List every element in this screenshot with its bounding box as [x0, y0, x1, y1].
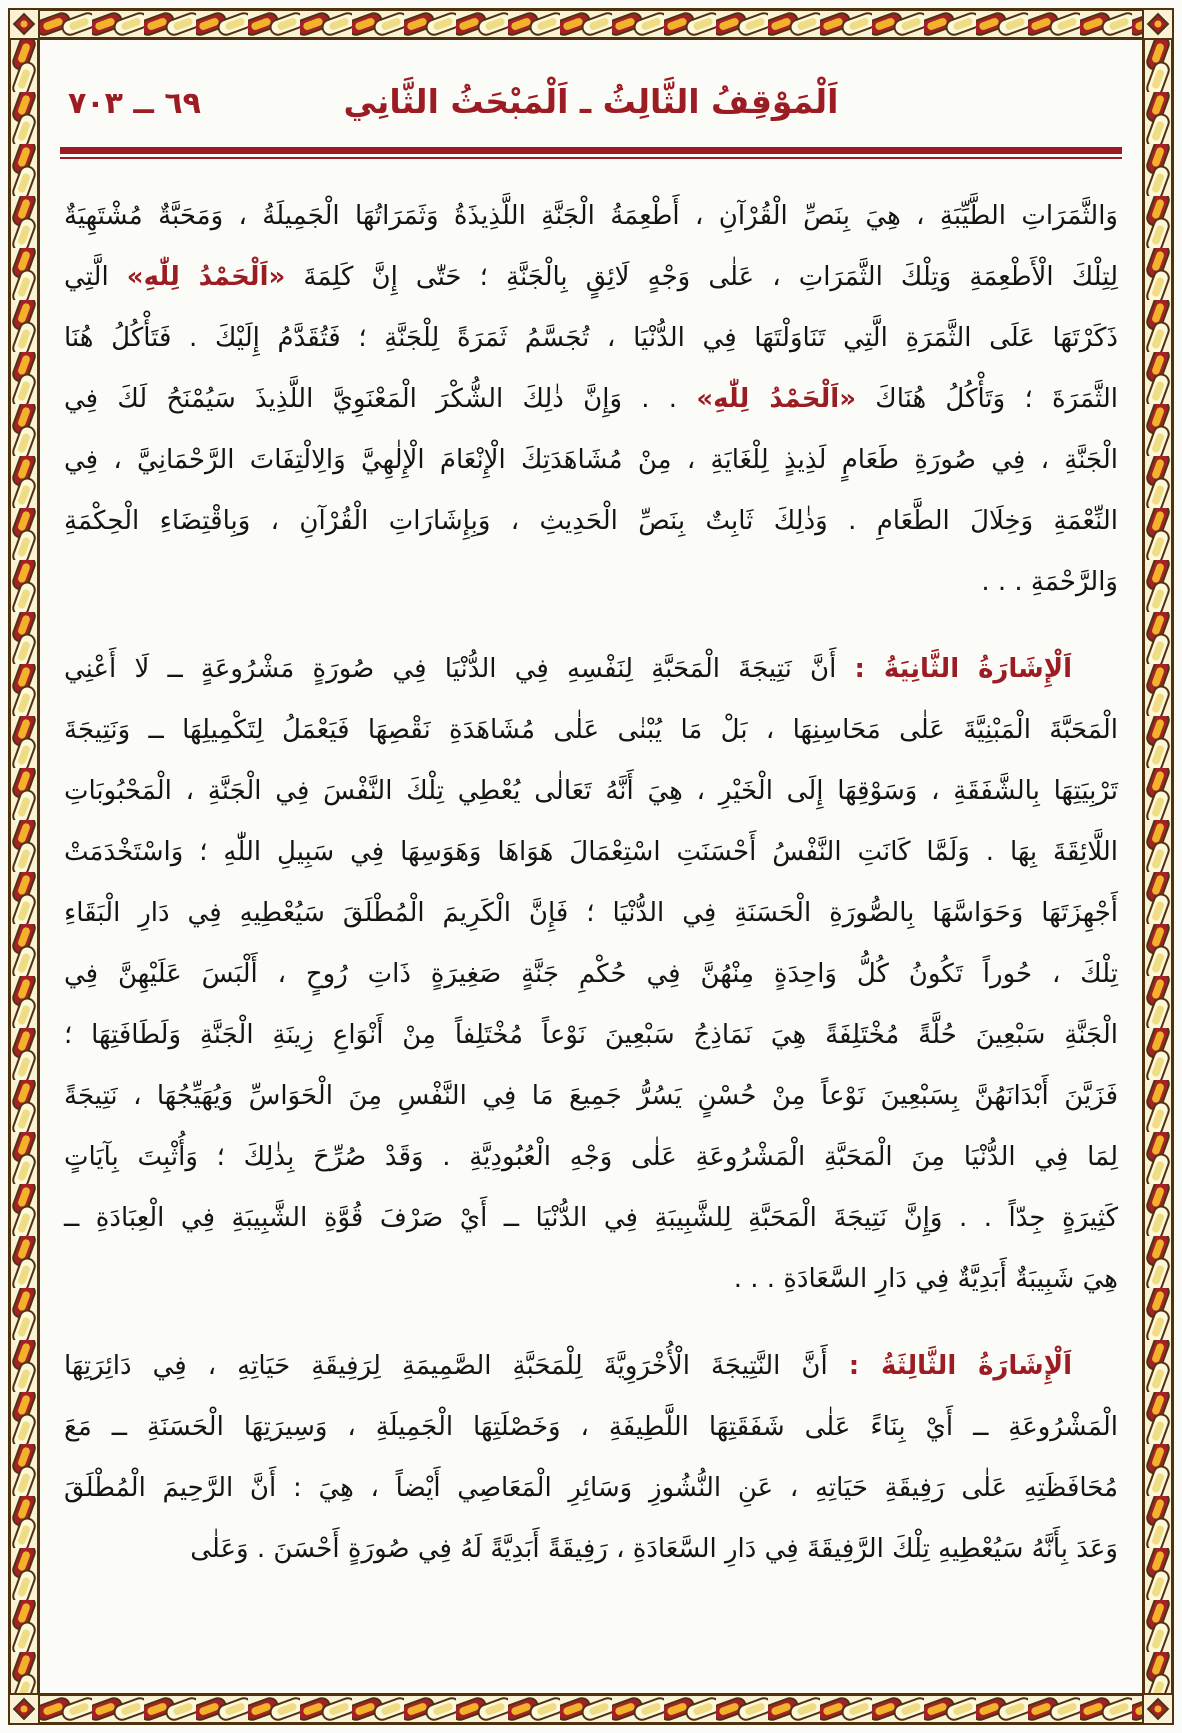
- page-header: [64, 68, 1118, 164]
- header-double-rule: [60, 147, 1122, 160]
- body-text-segment: تَرْبِيَتِهَا بِالشَّفَقَةِ ، وَسَوْقِهَا إِلَى الْخَيْرِ ، هِيَ أَنَّهُ تَعَالٰى يُعْطِي تِلْكَ النَّفْسَ فِي الْجَنَّةِ ، الْمَحْبُوبَاتِ: [64, 776, 1118, 806]
- accent-phrase: اَلْإِشَارَةُ الثَّالِثَةُ :: [848, 1351, 1072, 1381]
- page-content: [64, 68, 1118, 1677]
- text-line: [64, 944, 1118, 1005]
- paragraph-third-indication: [64, 1336, 1118, 1580]
- page-title: اَلْمَوْقِفُ الثَّالِثُ ـ اَلْمَبْحَثُ الثَّانِي: [343, 82, 839, 121]
- body-text-segment: النِّعْمَةِ وَخِلَالَ الطَّعَامِ . وَذٰلِكَ ثَابِتٌ بِنَصِّ الْحَدِيثِ ، وَبِإِشَارَاتِ الْقُرْآنِ ، وَبِاقْتِضَاءِ الْحِكْمَةِ: [64, 506, 1118, 536]
- body-text-segment: الَّتِي: [64, 262, 127, 292]
- text-line: [64, 186, 1118, 247]
- body-text-segment: اللَّائِقَةَ بِهَا . وَلَمَّا كَانَتِ النَّفْسُ أَحْسَنَتِ اسْتِعْمَالَ هَوَاهَا وَهَوَسِهَا فِي سَبِيلِ اللّٰهِ ؛ وَاسْتَخْدَمَتْ: [64, 837, 1118, 867]
- text-line: [64, 1397, 1118, 1458]
- body-text-segment: تِلْكَ ، حُوراً تَكُونُ كُلُّ وَاحِدَةٍ مِنْهُنَّ فِي حُكْمِ جَنَّةٍ صَغِيرَةٍ ذَاتِ رُوحٍ ، أَلْبَسَ عَلَيْهِنَّ فِي: [64, 959, 1118, 989]
- body-text-segment: أَنَّ نَتِيجَةَ الْمَحَبَّةِ لِنَفْسِهِ فِي الدُّنْيَا فِي صُورَةٍ مَشْرُوعَةٍ ــ لَا أَعْنِي: [64, 654, 855, 684]
- text-line: [64, 369, 1118, 430]
- rule-thick-line: [60, 147, 1122, 154]
- text-line: [64, 552, 1118, 613]
- text-line: [64, 1188, 1118, 1249]
- text-line: [64, 1249, 1118, 1310]
- body-text-segment: الْمَشْرُوعَةِ ــ أَيْ بِنَاءً عَلٰى شَفَقَتِهَا اللَّطِيفَةِ ، وَخَصْلَتِهَا الْجَمِيلَةِ ، وَسِيرَتِهَا الْحَسَنَةِ ــ مَعَ: [64, 1412, 1118, 1442]
- text-line: [64, 1066, 1118, 1127]
- text-line: [64, 430, 1118, 491]
- body-text-segment: الْمَحَبَّةَ الْمَبْنِيَّةَ عَلٰى مَحَاسِنِهَا ، بَلْ مَا يُبْنٰى عَلٰى مُشَاهَدَةِ نَقْصِهَا فَيَعْمَلُ لِتَكْمِيلِهَا ــ وَنَتِيجَةَ: [64, 715, 1118, 745]
- text-body: [64, 186, 1118, 1580]
- text-line: [64, 1519, 1118, 1580]
- text-line: [64, 1127, 1118, 1188]
- text-line: [64, 822, 1118, 883]
- text-line: [64, 308, 1118, 369]
- border-corner-top-right: [1142, 8, 1174, 40]
- body-text-segment: . . وَإِنَّ ذٰلِكَ الشُّكْرَ الْمَعْنَوِيَّ اللَّذِيذَ سَيُمْنَحُ لَكَ فِي: [64, 384, 697, 414]
- body-text-segment: الْجَنَّةِ سَبْعِينَ حُلَّةً مُخْتَلِفَةً هِيَ نَمَاذِجُ سَبْعِينَ نَوْعاً مُخْتَلِفاً مِنْ أَنْوَاعِ زِينَةِ الْجَنَّةِ وَلَطَافَتِهَا ؛: [64, 1020, 1118, 1050]
- body-text-segment: الْجَنَّةِ ، فِي صُورَةِ طَعَامٍ لَذِيذٍ لِلْغَايَةِ ، مِنْ مُشَاهَدَتِكَ الْإِنْعَامَ الْإِلٰهِيَّ وَالِالْتِفَاتَ الرَّحْمَانِيَّ ، فِي: [64, 445, 1118, 475]
- body-text-segment: كَثِيرَةٍ جِدّاً . . وَإِنَّ نَتِيجَةَ الْمَحَبَّةِ لِلشَّبِيبَةِ فِي الدُّنْيَا ــ أَيْ صَرْفَ قُوَّةِ الشَّبِيبَةِ فِي الْعِبَادَةِ ــ: [64, 1203, 1118, 1233]
- text-line: [64, 639, 1118, 700]
- text-line: [64, 1005, 1118, 1066]
- ornamental-border-top: [40, 8, 1142, 40]
- paragraph-continuation: [64, 186, 1118, 613]
- accent-phrase: اَلْإِشَارَةُ الثَّانِيَةُ :: [854, 654, 1072, 684]
- border-corner-bottom-right: [1142, 1693, 1174, 1725]
- text-line: [64, 700, 1118, 761]
- accent-phrase: «اَلْحَمْدُ لِلّٰهِ»: [126, 262, 286, 292]
- ornamental-border-bottom: [40, 1693, 1142, 1725]
- accent-phrase: «اَلْحَمْدُ لِلّٰهِ»: [696, 384, 856, 414]
- body-text-segment: هِيَ شَبِيبَةٌ أَبَدِيَّةٌ فِي دَارِ السَّعَادَةِ . . .: [733, 1264, 1118, 1294]
- body-text-segment: أَنَّ النَّتِيجَةَ الْأُخْرَوِيَّةَ لِلْمَحَبَّةِ الصَّمِيمَةِ لِرَفِيقَةِ حَيَاتِهِ ، فِي دَائِرَتِهَا: [64, 1351, 849, 1381]
- body-text-segment: وَالثَّمَرَاتِ الطَّيِّبَةِ ، هِيَ بِنَصِّ الْقُرْآنِ ، أَطْعِمَةُ الْجَنَّةِ اللَّذِيذَةُ وَثَمَرَاتُهَا الْجَمِيلَةُ ، وَمَحَبَّةٌ مُشْتَهِيَةٌ: [64, 201, 1118, 231]
- body-text-segment: وَعَدَ بِأَنَّهُ سَيُعْطِيهِ تِلْكَ الرَّفِيقَةَ فِي دَارِ السَّعَادَةِ ، رَفِيقَةً أَبَدِيَّةً لَهُ فِي صُورَةٍ أَحْسَنَ . وَعَلٰى: [190, 1534, 1118, 1564]
- text-line: [64, 1336, 1118, 1397]
- border-corner-top-left: [8, 8, 40, 40]
- body-text-segment: ذَكَرْتَهَا عَلَى الثَّمَرَةِ الَّتِي تَنَاوَلْتَهَا فِي الدُّنْيَا ، تُجَسَّمُ ثَمَرَةً لِلْجَنَّةِ ؛ فَتُقَدَّمُ إِلَيْكَ . فَتَأْكُلُ هُنَا: [64, 323, 1118, 353]
- text-line: [64, 247, 1118, 308]
- body-text-segment: لِتِلْكَ الْأَطْعِمَةِ وَتِلْكَ الثَّمَرَاتِ ، عَلٰى وَجْهٍ لَائِقٍ بِالْجَنَّةِ ؛ حَتّٰى إِنَّ كَلِمَةَ: [285, 262, 1119, 292]
- text-line: [64, 883, 1118, 944]
- text-line: [64, 491, 1118, 552]
- body-text-segment: وَالرَّحْمَةِ . . .: [981, 567, 1118, 597]
- body-text-segment: الثَّمَرَةَ ؛ وَتَأْكُلُ هُنَاكَ: [856, 384, 1118, 414]
- text-line: [64, 761, 1118, 822]
- page-numbers: ٦٩ ــ ٧٠٣: [68, 86, 201, 121]
- paragraph-second-indication: [64, 639, 1118, 1310]
- body-text-segment: لِمَا فِي الدُّنْيَا مِنَ الْمَحَبَّةِ الْمَشْرُوعَةِ عَلٰى وَجْهِ الْعُبُودِيَّةِ . وَقَدْ صُرِّحَ بِذٰلِكَ ؛ وَأُثْبِتَ بِآيَاتٍ: [64, 1142, 1118, 1172]
- body-text-segment: مُحَافَظَتِهِ عَلٰى رَفِيقَةِ حَيَاتِهِ ، عَنِ النُّشُوزِ وَسَائِرِ الْمَعَاصِي أَيْضاً ، هِيَ : أَنَّ الرَّحِيمَ الْمُطْلَقَ: [64, 1473, 1118, 1503]
- ornamental-border-right: [1142, 40, 1174, 1693]
- text-line: [64, 1458, 1118, 1519]
- body-text-segment: أَجْهِزَتَهَا وَحَوَاسَّهَا بِالصُّورَةِ الْحَسَنَةِ فِي الدُّنْيَا ؛ فَإِنَّ الْكَرِيمَ الْمُطْلَقَ سَيُعْطِيهِ فِي دَارِ الْبَقَاءِ: [64, 898, 1118, 928]
- rule-thin-line: [60, 157, 1122, 159]
- ornamental-border-left: [8, 40, 40, 1693]
- border-corner-bottom-left: [8, 1693, 40, 1725]
- body-text-segment: فَزَيَّنَ أَبْدَانَهُنَّ بِسَبْعِينَ نَوْعاً مِنْ حُسْنٍ يَسُرُّ جَمِيعَ مَا فِي النَّفْسِ مِنَ الْحَوَاسِّ وَيُهَيِّجُهَا ، نَتِيجَةً: [64, 1081, 1118, 1111]
